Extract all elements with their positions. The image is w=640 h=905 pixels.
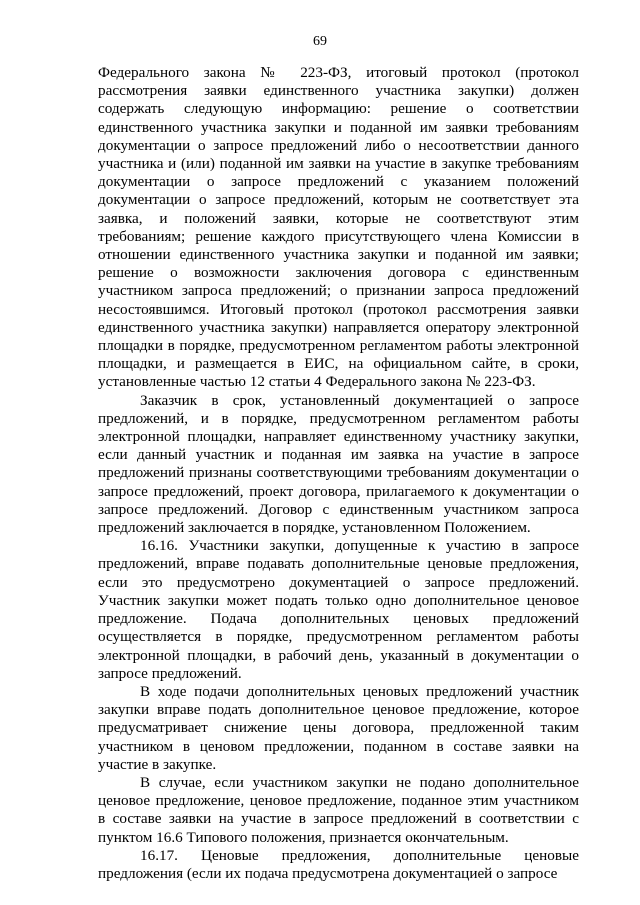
- paragraph-continuation: Федерального закона № 223-ФЗ, итоговый протокол (протокол рассмотрения заявки единственного участника закупки) должен содержать следующую информацию: решение о соответствии единственного участника закупки и поданной им заявки требованиям документации о запросе предложений либо о несоответствии данного участника и (или) поданной им заявки на участие в закупке требованиям документации о запросе предложений с указанием положений документации о запросе предложений, которым не соответствует эта заявка, и положений заявки, которые не соответствуют этим требованиям; решение каждого присутствующего члена Комиссии в отношении единственного участника закупки и поданной им заявки; решение о возможности заключения договора с единственным участником запроса предложений; о признании запроса предложений несостоявшимся. Итоговый протокол (протокол рассмотрения заявки единственного участника закупки) направляется оператору электронной площадки в порядке, предусмотренном регламентом работы электронной площадки, и размещается в ЕИС, на официальном сайте, в сроки, установленные частью 12 статьи 4 Федерального закона № 223-ФЗ.: [98, 64, 579, 391]
- paragraph-customer-contract: Заказчик в срок, установленный документацией о запросе предложений, и в порядке, предусмотренном регламентом работы электронной площадки, направляет единственному участнику закупки, если данный участник и поданная им заявка на участие в запросе предложений признаны соответствующими требованиям документации о запросе предложений, проект договора, прилагаемого к документации о запросе предложений. Договор с единственным участником запроса предложений заключается в порядке, установленном Положением.: [98, 391, 579, 537]
- paragraph-16-16: 16.16. Участники закупки, допущенные к участию в запросе предложений, вправе подавать дополнительные ценовые предложения, если это предусмотрено документацией о запросе предложений. Участник закупки может подать только одно дополнительное ценовое предложение. Подача дополнительных ценовых предложений осуществляется в порядке, предусмотренном регламентом работы электронной площадки, в рабочий день, указанный в документации о запросе предложений.: [98, 537, 579, 682]
- paragraph-additional-offer: В ходе подачи дополнительных ценовых предложений участник закупки вправе подать дополнительное ценовое предложение, которое предусматривает снижение цены договора, предложенной таким участником в ценовом предложении, поданном в составе заявки на участие в закупке.: [98, 682, 579, 773]
- paragraph-final-offer: В случае, если участником закупки не подано дополнительное ценовое предложение, ценовое предложение, поданное этим участником в составе заявки на участие в запросе предложений в соответствии с пунктом 16.6 Типового положения, признается окончательным.: [98, 773, 579, 846]
- paragraph-16-17: 16.17. Ценовые предложения, дополнительные ценовые предложения (если их подача предусмотрена документацией о запросе: [98, 846, 579, 882]
- document-body: [98, 64, 579, 883]
- page-number: 69: [313, 34, 327, 49]
